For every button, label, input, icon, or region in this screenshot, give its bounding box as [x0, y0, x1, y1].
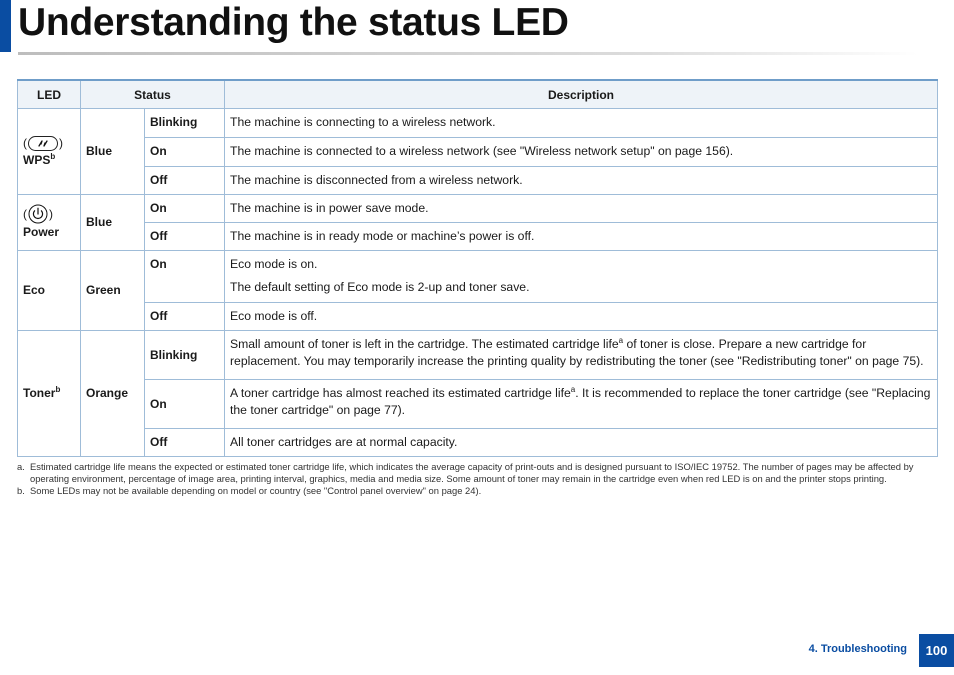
- table-row: [18, 331, 938, 380]
- status-cell: On: [145, 195, 225, 223]
- led-name-power: Power: [23, 225, 60, 239]
- table-row: [18, 380, 938, 429]
- description-cell: The machine is connecting to a wireless network.: [225, 109, 938, 138]
- footnote-ref-a: a: [570, 384, 576, 394]
- description-text: . It is recommended to replace the toner cartridge (see "Replacing the toner cartridge" on page 77).: [230, 386, 931, 417]
- footnote-ref-a: a: [618, 335, 624, 345]
- table-row: [18, 429, 938, 457]
- table-header-row: [18, 80, 938, 109]
- led-cell-power: [18, 195, 81, 251]
- wps-icon-line: [23, 135, 75, 152]
- led-cell-eco: Eco: [18, 251, 81, 331]
- status-cell: Off: [145, 167, 225, 195]
- status-cell: On: [145, 138, 225, 167]
- led-cell-toner: [18, 331, 81, 457]
- description-cell: The machine is connected to a wireless network (see "Wireless network setup" on page 156).: [225, 138, 938, 167]
- footnote-ref-b: b: [55, 385, 61, 394]
- wps-icon: [28, 136, 58, 151]
- description-cell: [225, 380, 938, 429]
- footnotes: [17, 461, 938, 497]
- status-cell: Off: [145, 223, 225, 251]
- status-cell: On: [145, 251, 225, 303]
- footnote-text: Some LEDs may not be available depending on model or country (see "Control panel overview" on page 24).: [30, 485, 482, 496]
- table-row: [18, 303, 938, 331]
- table-row: [18, 251, 938, 303]
- status-cell: Off: [145, 429, 225, 457]
- status-cell: Off: [145, 303, 225, 331]
- led-color-power: Blue: [81, 195, 145, 251]
- led-cell-wps: [18, 109, 81, 195]
- table-row: [18, 138, 938, 167]
- paren-close: ): [49, 206, 53, 221]
- table-row: [18, 109, 938, 138]
- footnote-ref-b: b: [50, 151, 56, 161]
- left-accent-bar: [0, 0, 11, 52]
- power-icon: [28, 204, 48, 224]
- footer-section-link[interactable]: 4. Troubleshooting: [808, 643, 907, 655]
- description-cell: All toner cartridges are at normal capacity.: [225, 429, 938, 457]
- table-row: [18, 223, 938, 251]
- description-cell: The machine is in power save mode.: [225, 195, 938, 223]
- description-text: Small amount of toner is left in the cartridge. The estimated cartridge life: [230, 337, 619, 351]
- status-cell: On: [145, 380, 225, 429]
- paren-open: (: [23, 135, 27, 150]
- description-cell: [225, 331, 938, 380]
- status-led-table: [17, 79, 938, 457]
- footnote-a: [17, 461, 938, 485]
- description-cell: The machine is disconnected from a wireless network.: [225, 167, 938, 195]
- led-color-toner: Orange: [81, 331, 145, 457]
- page-number: 100: [919, 634, 954, 667]
- paren-open: (: [23, 206, 27, 221]
- table-row: [18, 167, 938, 195]
- description-line: The default setting of Eco mode is 2-up and toner save.: [230, 280, 530, 294]
- description-text: A toner cartridge has almost reached its estimated cartridge life: [230, 386, 571, 400]
- header-status: Status: [81, 80, 225, 109]
- status-cell: Blinking: [145, 331, 225, 380]
- led-color-wps: Blue: [81, 109, 145, 195]
- header-description: Description: [225, 80, 938, 109]
- footnote-text: Estimated cartridge life means the expected or estimated toner cartridge life, which indicates the average capacity of print-outs and is designed pursuant to ISO/IEC 19752. The number of pages may be affected by operating environment, percentage of image area, printing interval, graphics, media and media size. Some amount of toner may remain in the cartridge even when red LED is on and the printer stops printing.: [30, 461, 914, 484]
- table-row: [18, 195, 938, 223]
- description-cell: The machine is in ready mode or machine’s power is off.: [225, 223, 938, 251]
- led-color-eco: Green: [81, 251, 145, 331]
- footnote-marker: b.: [17, 485, 25, 496]
- header-led: LED: [18, 80, 81, 109]
- description-cell: Eco mode is off.: [225, 303, 938, 331]
- led-name-text: WPS: [23, 152, 51, 167]
- description-cell: [225, 251, 938, 303]
- page-title: Understanding the status LED: [18, 1, 569, 44]
- footnote-marker: a.: [17, 461, 25, 472]
- status-cell: Blinking: [145, 109, 225, 138]
- led-name-wps: [23, 152, 75, 169]
- power-icon-line: [23, 204, 75, 224]
- title-underline: [18, 52, 918, 55]
- description-text: of toner is close. Prepare a new cartridge for replacement. You may temporarily increase the printing quality by redistributing the toner (see "Redistributing toner" on page 75).: [230, 337, 924, 368]
- footnote-b: [17, 485, 938, 497]
- led-name-text: Toner: [23, 386, 56, 400]
- paren-close: ): [59, 135, 63, 150]
- description-line: Eco mode is on.: [230, 257, 318, 271]
